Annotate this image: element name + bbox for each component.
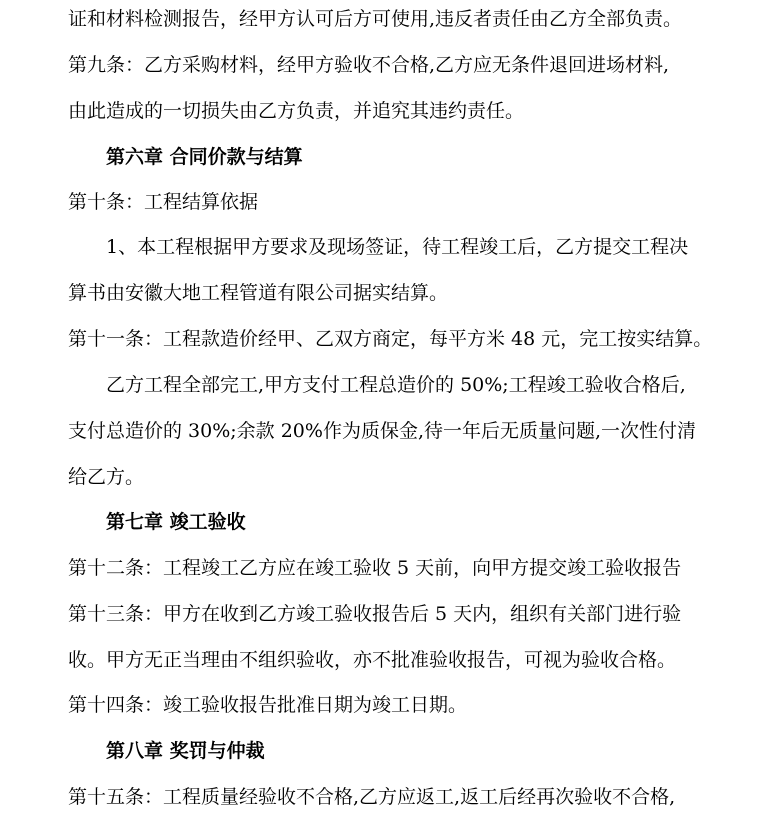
chapter-8-heading: 第八章 奖罚与仲裁 [106,740,265,762]
article-15-line: 第十五条：工程质量经验收不合格,乙方应返工,返工后经再次验收不合格, [68,786,676,808]
article-14-line: 第十四条：竣工验收报告批准日期为竣工日期。 [68,694,468,716]
paragraph-line: 算书由安徽大地工程管道有限公司据实结算。 [68,282,449,304]
article-12-line: 第十二条：工程竣工乙方应在竣工验收 5 天前，向甲方提交竣工验收报告 [68,557,682,579]
article-10-line: 第十条：工程结算依据 [68,191,259,213]
clause-line: 1、本工程根据甲方要求及现场签证，待工程竣工后，乙方提交工程决 [106,236,689,258]
article-9-line: 第九条：乙方采购材料，经甲方验收不合格,乙方应无条件退回进场材料, [68,54,670,76]
paragraph-line: 给乙方。 [68,466,145,488]
chapter-6-heading: 第六章 合同价款与结算 [106,146,303,168]
paragraph-line: 由此造成的一切损失由乙方负责，并追究其违约责任。 [68,100,525,122]
paragraph-line: 证和材料检测报告，经甲方认可后方可使用,违反者责任由乙方全部负责。 [68,8,683,30]
article-11-line: 第十一条：工程款造价经甲、乙双方商定，每平方米 48 元，完工按实结算。 [68,328,713,350]
paragraph-line: 乙方工程全部完工,甲方支付工程总造价的 50%;工程竣工验收合格后, [106,374,686,396]
paragraph-line: 支付总造价的 30%;余款 20%作为质保金,待一年后无质量问题,一次性付清 [68,420,697,442]
article-13-line: 第十三条：甲方在收到乙方竣工验收报告后 5 天内，组织有关部门进行验 [68,603,682,625]
paragraph-line: 收。甲方无正当理由不组织验收，亦不批准验收报告，可视为验收合格。 [68,649,677,671]
chapter-7-heading: 第七章 竣工验收 [106,511,246,533]
